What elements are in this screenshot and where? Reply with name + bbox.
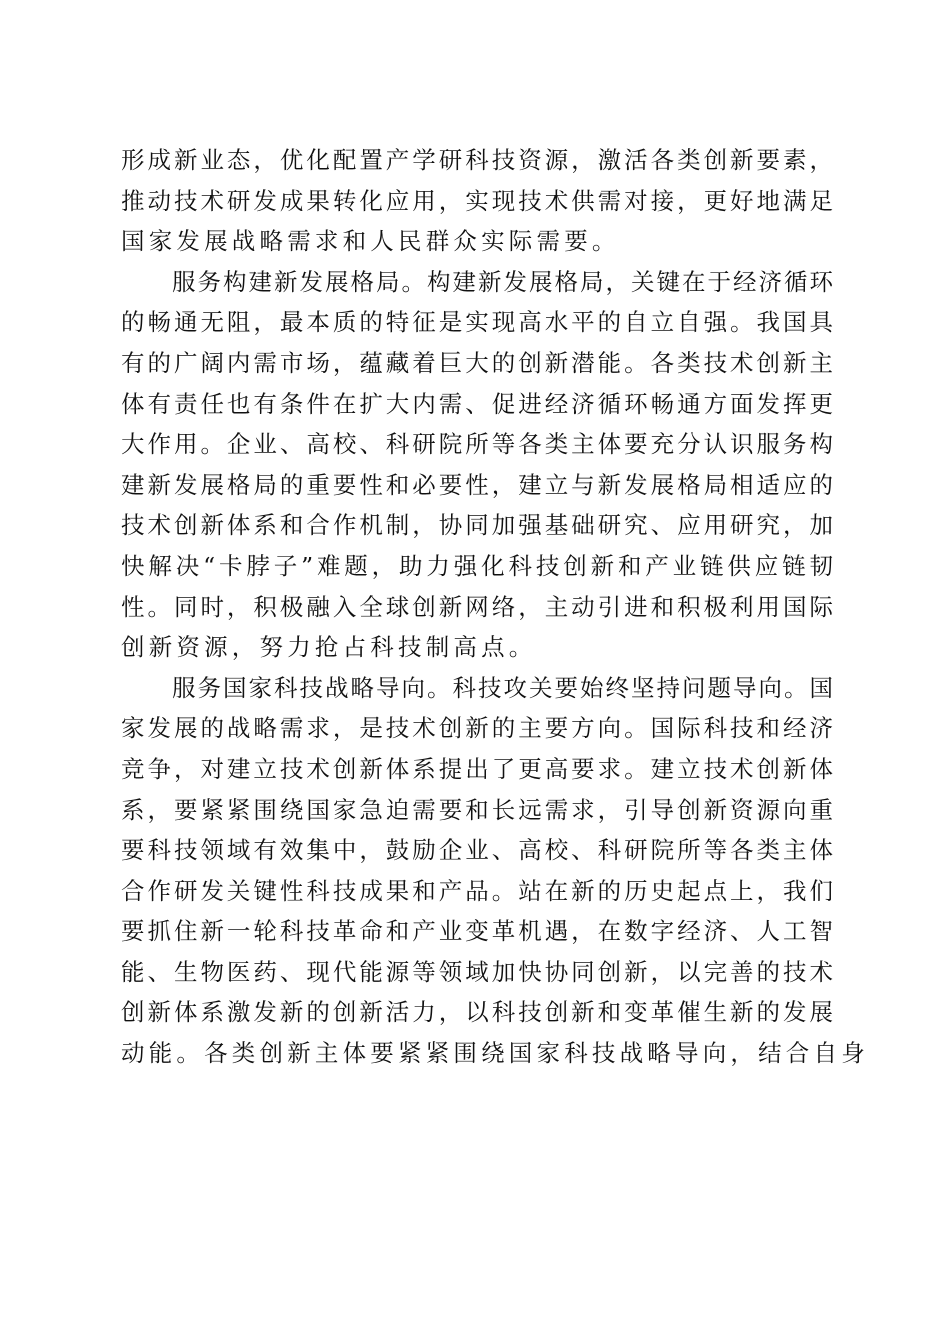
- text-line: 动能。各类创新主体要紧紧围绕国家科技战略导向，结合自身: [121, 1039, 869, 1068]
- paragraph: [121, 140, 833, 262]
- text-line: 创新体系激发新的创新活力，以科技创新和变革催生新的发展: [121, 998, 833, 1027]
- text-line: 的畅通无阻，最本质的特征是实现高水平的自立自强。我国具: [121, 308, 833, 337]
- text-line: 系，要紧紧围绕国家急迫需要和长远需求，引导创新资源向重: [121, 795, 833, 824]
- text-line: 家发展的战略需求，是技术创新的主要方向。国际科技和经济: [121, 714, 833, 743]
- text-line: 竞争，对建立技术创新体系提出了更高要求。建立技术创新体: [121, 754, 833, 783]
- text-line: 形成新业态，优化配置产学研科技资源，激活各类创新要素，: [121, 146, 833, 174]
- paragraph: [121, 262, 833, 668]
- text-line: 体有责任也有条件在扩大内需、促进经济循环畅通方面发挥更: [121, 389, 833, 418]
- text-line: 快解决“卡脖子”难题，助力强化科技创新和产业链供应链韧: [121, 551, 833, 580]
- text-line: 服务构建新发展格局。构建新发展格局，关键在于经济循环: [121, 267, 833, 296]
- text-line: 创新资源，努力抢占科技制高点。: [121, 633, 537, 662]
- text-line: 国家发展战略需求和人民群众实际需要。: [121, 227, 620, 256]
- text-line: 推动技术研发成果转化应用，实现技术供需对接，更好地满足: [121, 186, 833, 215]
- paragraph: [121, 668, 869, 1074]
- text-line: 技术创新体系和合作机制，协同加强基础研究、应用研究，加: [121, 511, 833, 540]
- text-line: 性。同时，积极融入全球创新网络，主动引进和积极利用国际: [121, 592, 833, 621]
- text-line: 能、生物医药、现代能源等领域加快协同创新，以完善的技术: [121, 957, 833, 986]
- text-line: 服务国家科技战略导向。科技攻关要始终坚持问题导向。国: [121, 673, 833, 702]
- text-line: 要科技领域有效集中，鼓励企业、高校、科研院所等各类主体: [121, 836, 833, 865]
- text-line: 大作用。企业、高校、科研院所等各类主体要充分认识服务构: [121, 430, 833, 459]
- text-line: 合作研发关键性科技成果和产品。站在新的历史起点上，我们: [121, 876, 833, 905]
- text-line: 建新发展格局的重要性和必要性，建立与新发展格局相适应的: [121, 470, 833, 499]
- text-line: 要抓住新一轮科技革命和产业变革机遇，在数字经济、人工智: [121, 917, 833, 946]
- text-line: 有的广阔内需市场，蕴藏着巨大的创新潜能。各类技术创新主: [121, 348, 833, 377]
- document-body: [121, 140, 869, 1074]
